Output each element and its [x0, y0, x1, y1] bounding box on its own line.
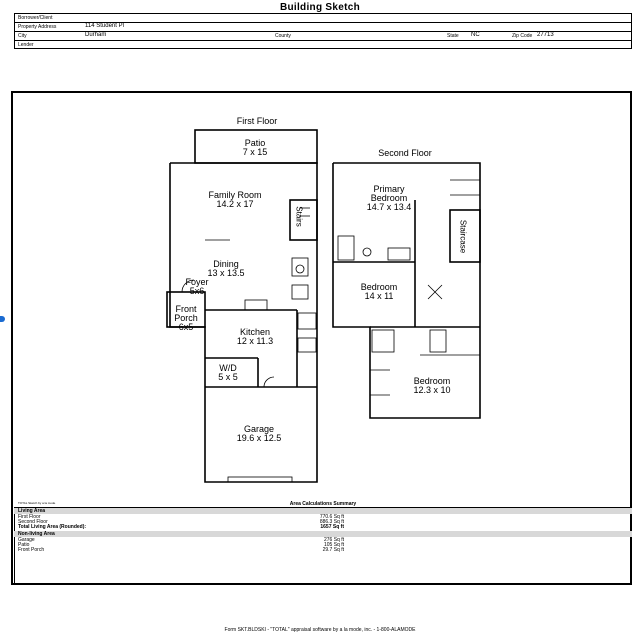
borrower-label: Borrower/Client: [18, 15, 53, 21]
room-bedroom-2: [361, 283, 398, 301]
room-name-line2: Bedroom: [370, 193, 408, 203]
room-dims: 19.6 x 12.5: [236, 433, 282, 443]
sketch-credit-note: TOTAL Sketch by a la mode: [18, 501, 56, 505]
city-label: City: [18, 33, 27, 39]
room-primary-bedroom: [367, 185, 412, 212]
second-floor-toilet-icon: [363, 248, 371, 256]
room-dims: 14.2 x 17: [216, 199, 254, 209]
first-floor-area-label: First Floor: [18, 514, 41, 520]
second-floor-title: Second Floor: [378, 148, 432, 158]
form-footer: Form SKT.BLDSKI - "TOTAL" appraisal software by a la mode, inc. - 1-800-ALAMODE: [224, 627, 416, 633]
front-porch-area-value: 29.7 Sq ft: [322, 547, 344, 553]
room-dims: 5x6: [189, 286, 205, 296]
room-name: Bedroom: [360, 282, 398, 292]
state-label: State: [447, 33, 459, 39]
living-area-band: Living Area: [14, 508, 632, 514]
room-dims: 12.3 x 10: [413, 385, 451, 395]
room-dims: 14 x 11: [364, 291, 394, 301]
room-name: Bedroom: [413, 376, 451, 386]
room-name: Foyer: [185, 277, 209, 287]
room-dining: [207, 260, 244, 278]
stairs-label: Stairs: [294, 206, 304, 227]
room-front-porch: [169, 305, 203, 332]
room-garage: [237, 425, 282, 443]
zip-value: 27713: [537, 32, 554, 38]
area-calc-title: Area Calculations Summary: [289, 501, 357, 507]
room-dims: 13 x 13.5: [207, 268, 245, 278]
patio-area-value: 105 Sq ft: [323, 542, 344, 548]
first-floor-area-value: 770.6 Sq ft: [319, 514, 344, 520]
tub-icon: [338, 236, 354, 260]
room-kitchen: [237, 328, 273, 346]
room-name: Garage: [243, 424, 275, 434]
hall-toilet-icon: [430, 330, 446, 352]
front-porch-area-label: Front Porch: [18, 547, 45, 553]
room-bedroom-3: [413, 377, 450, 395]
room-dims: 5 x 5: [218, 372, 238, 382]
room-name: W/D: [219, 363, 237, 373]
area-calculations-summary: [14, 500, 632, 584]
room-dims: 12 x 11.3: [236, 336, 274, 346]
city-value: Durham: [85, 32, 107, 38]
room-family-room: [208, 191, 261, 209]
non-living-area-band: Non-living Area: [14, 531, 632, 537]
staircase-label: Staircase: [458, 219, 468, 254]
total-living-area-label: Total Living Area (Rounded):: [18, 524, 87, 530]
wd-door-swing-icon: [264, 377, 274, 387]
range-icon: [245, 300, 267, 310]
state-value: NC: [471, 32, 480, 38]
first-floor-west-wall: [170, 163, 205, 387]
room-dims: 6x5: [178, 322, 194, 332]
address-label: Property Address: [18, 24, 57, 30]
zip-label: Zip Code: [512, 33, 533, 39]
dishwasher-icon: [298, 338, 316, 352]
room-name: Family Room: [208, 190, 262, 200]
first-floor-sink-icon: [292, 285, 308, 299]
room-foyer: [185, 278, 208, 296]
second-floor-area-value: 886.3 Sq ft: [319, 519, 344, 525]
room-name-line1: Primary: [373, 184, 405, 194]
garage-area-label: Garage: [18, 537, 35, 543]
room-name: Front Porch: [174, 304, 198, 323]
kitchen-sink-icon: [298, 313, 316, 329]
patio-area-label: Patio: [18, 542, 30, 548]
total-living-area-value: 1657 Sq ft: [320, 524, 344, 530]
form-title: Building Sketch: [279, 2, 361, 13]
garage-area-value: 276 Sq ft: [323, 537, 344, 543]
room-dims: 7 x 15: [242, 147, 268, 157]
second-floor-area-label: Second Floor: [18, 519, 48, 525]
room-name: Dining: [213, 259, 239, 269]
room-wd: [218, 364, 238, 382]
first-floor-title: First Floor: [236, 116, 278, 126]
room-name: Kitchen: [239, 327, 271, 337]
lender-label: Lender: [18, 42, 34, 48]
second-floor-sink-icon: [388, 248, 410, 260]
room-dims: 14.7 x 13.4: [366, 202, 412, 212]
county-label: County: [275, 33, 291, 39]
address-value: 114 Student Pl: [85, 23, 124, 29]
room-patio: [243, 139, 268, 157]
room-name: Patio: [244, 138, 266, 148]
shower-icon: [372, 330, 394, 352]
